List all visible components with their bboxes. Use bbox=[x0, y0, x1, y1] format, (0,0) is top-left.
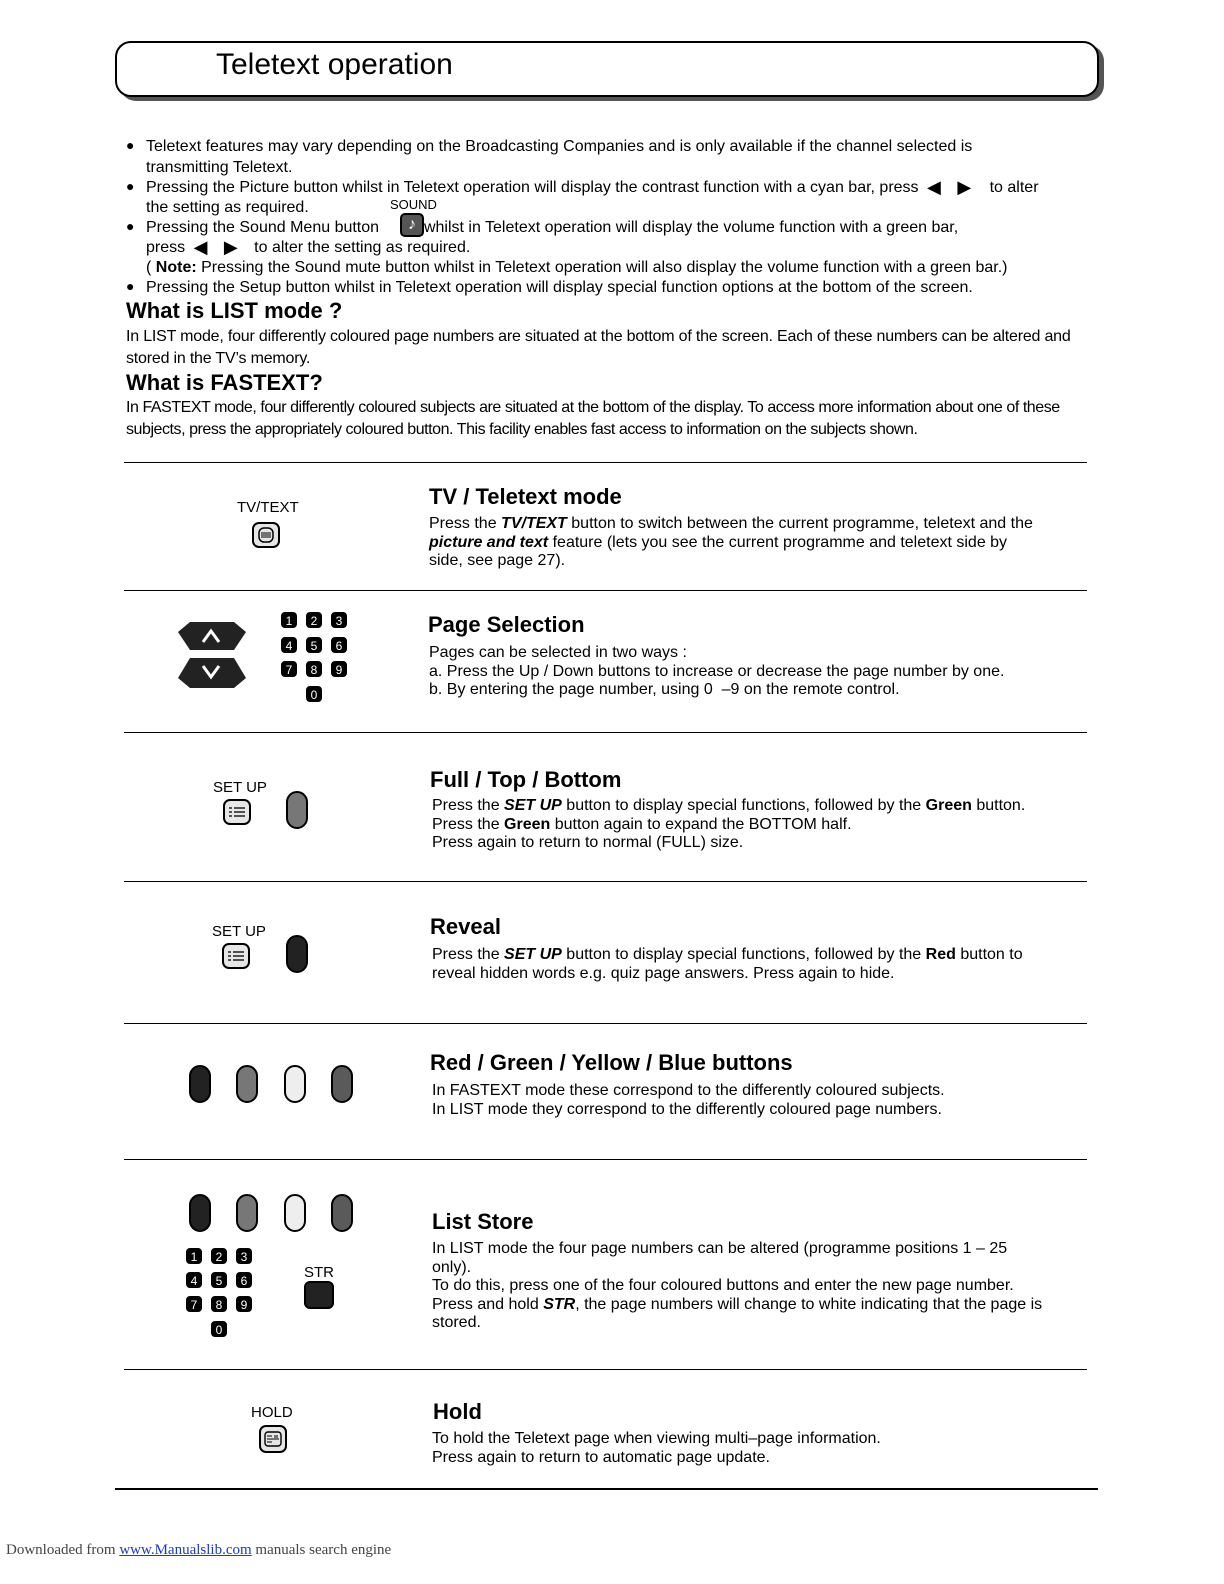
store-button-icon bbox=[304, 1281, 334, 1309]
green-button-icon bbox=[236, 1194, 258, 1232]
blue-button-icon bbox=[331, 1065, 353, 1103]
store-line-2: only). bbox=[432, 1258, 472, 1276]
page-title: Teletext operation bbox=[216, 48, 453, 81]
footer bbox=[6, 1542, 391, 1559]
right-arrow-icon: ▶ bbox=[223, 237, 238, 257]
colour-line-2: In LIST mode they correspond to the differently coloured page numbers. bbox=[432, 1100, 942, 1118]
bullet-dot: ● bbox=[126, 278, 135, 294]
hold-text bbox=[432, 1430, 1092, 1467]
tv-text-button-icon bbox=[252, 522, 280, 548]
key-5: 5 bbox=[211, 1272, 227, 1288]
sound-menu-button-icon: ♪ bbox=[400, 213, 424, 237]
key-7: 7 bbox=[186, 1296, 202, 1312]
tv-teletext-text bbox=[429, 515, 1089, 571]
up-down-buttons-icon bbox=[176, 620, 248, 690]
footer-prefix: Downloaded from bbox=[6, 1542, 116, 1558]
list-store-title: List Store bbox=[432, 1209, 534, 1234]
full-top-bottom-text bbox=[432, 797, 1092, 853]
bullet-1-line-1: Teletext features may vary depending on the Broadcasting Companies and is only available if the channel selected is bbox=[146, 138, 973, 155]
green-button-icon bbox=[286, 791, 308, 829]
setup-label: SET UP bbox=[212, 923, 266, 940]
rev-b1: reveal hidden words e.g. quiz page answers. Press again to hide. bbox=[432, 964, 895, 982]
key-9: 9 bbox=[236, 1296, 252, 1312]
key-2: 2 bbox=[211, 1248, 227, 1264]
bullet-3-press: press bbox=[146, 239, 186, 256]
reveal-text bbox=[432, 946, 1092, 983]
ftb-setup: SET UP bbox=[504, 797, 562, 814]
bullet-2-line-2: the setting as required. bbox=[146, 199, 309, 216]
note-line bbox=[146, 258, 1008, 278]
red-button-icon bbox=[189, 1065, 211, 1103]
store-l4a: Press and hold bbox=[432, 1295, 539, 1313]
store-line-3: To do this, press one of the four coloured buttons and enter the new page number. bbox=[432, 1277, 1014, 1294]
bullet-3-text: Pressing the Sound Menu button bbox=[146, 219, 380, 236]
divider bbox=[124, 1159, 1087, 1160]
divider bbox=[124, 1369, 1087, 1370]
colour-buttons-title: Red / Green / Yellow / Blue buttons bbox=[430, 1050, 793, 1075]
tv-text-pat: picture and text bbox=[429, 533, 549, 551]
tv-text-label: TV/TEXT bbox=[237, 499, 299, 516]
fastext-text: In FASTEXT mode, four differently coloured subjects are situated at the bottom of the display. To access more information about one of these subjects, press the appropriately coloured button. This facility enables fast access to information on the subjects shown. bbox=[126, 399, 1060, 438]
key-8: 8 bbox=[211, 1296, 227, 1312]
red-button-icon bbox=[286, 935, 308, 973]
hold-title: Hold bbox=[433, 1399, 482, 1424]
sound-label: SOUND bbox=[390, 197, 437, 212]
key-4: 4 bbox=[281, 637, 297, 653]
tv-teletext-title: TV / Teletext mode bbox=[429, 484, 622, 509]
right-arrow-icon: ▶ bbox=[957, 177, 972, 197]
key-3: 3 bbox=[331, 612, 347, 628]
bullet-3-text-b: whilst in Teletext operation will display the volume function with a green bar, bbox=[423, 219, 959, 236]
yellow-button-icon bbox=[284, 1065, 306, 1103]
divider bbox=[124, 590, 1087, 591]
store-l4c: , the page numbers will change to white indicating that the page is bbox=[575, 1295, 1043, 1313]
rev-a1: Press the bbox=[432, 946, 500, 963]
hold-line-1: To hold the Teletext page when viewing multi–page information. bbox=[432, 1430, 881, 1447]
manualslib-link[interactable]: www.Manualslib.com bbox=[119, 1542, 252, 1558]
key-7: 7 bbox=[281, 661, 297, 677]
ftb-a1: Press the bbox=[432, 797, 500, 814]
ftb-c1: Press again to return to normal (FULL) size. bbox=[432, 834, 744, 851]
rev-a3: button to display special functions, followed by the bbox=[566, 946, 922, 963]
ftb-green: Green bbox=[925, 797, 972, 814]
divider bbox=[124, 1023, 1087, 1024]
fastext-heading: What is FASTEXT? bbox=[126, 370, 323, 395]
bottom-rule bbox=[115, 1488, 1098, 1490]
rev-a5: button to bbox=[960, 946, 1023, 963]
key-1: 1 bbox=[186, 1248, 202, 1264]
red-button-icon bbox=[189, 1194, 211, 1232]
bullet-2-line-1 bbox=[146, 178, 1039, 198]
hold-line-2: Press again to return to automatic page update. bbox=[432, 1448, 770, 1466]
key-8: 8 bbox=[306, 661, 322, 677]
rev-red: Red bbox=[925, 946, 956, 963]
reveal-title: Reveal bbox=[430, 914, 501, 939]
yellow-button-icon bbox=[284, 1194, 306, 1232]
bullet-2-suffix: to alter bbox=[989, 179, 1039, 196]
page-sel-line-3: b. By entering the page number, using 0 –9 on the remote control. bbox=[429, 681, 900, 698]
note-open: ( bbox=[146, 259, 152, 276]
full-top-bottom-title: Full / Top / Bottom bbox=[430, 767, 622, 792]
hold-button-icon bbox=[259, 1425, 287, 1453]
store-line-5: stored. bbox=[432, 1314, 481, 1331]
ftb-b1: Press the bbox=[432, 815, 500, 833]
list-mode-heading: What is LIST mode ? bbox=[126, 298, 343, 323]
bullet-dot: ● bbox=[126, 218, 135, 234]
hold-label: HOLD bbox=[251, 1404, 293, 1421]
tv-text-1c: button to switch between the current programme, teletext and the bbox=[571, 515, 1033, 532]
bullet-dot: ● bbox=[126, 137, 135, 153]
key-2: 2 bbox=[306, 612, 322, 628]
tv-text-2c: feature (lets you see the current programme and teletext side by bbox=[552, 533, 1008, 551]
key-3: 3 bbox=[236, 1248, 252, 1264]
store-line-1: In LIST mode the four page numbers can be altered (programme positions 1 – 25 bbox=[432, 1240, 1008, 1257]
key-5: 5 bbox=[306, 637, 322, 653]
bullet-3-line-2 bbox=[146, 238, 470, 258]
tv-text-bold: TV/TEXT bbox=[501, 515, 567, 532]
tv-text-3: side, see page 27). bbox=[429, 552, 566, 569]
ftb-green-2: Green bbox=[504, 815, 551, 833]
bullet-3-suffix: to alter the setting as required. bbox=[254, 239, 471, 256]
colour-line-1: In FASTEXT mode these correspond to the differently coloured subjects. bbox=[432, 1082, 945, 1099]
page-selection-text bbox=[429, 644, 1089, 700]
divider bbox=[124, 462, 1087, 463]
key-1: 1 bbox=[281, 612, 297, 628]
page-sel-line-1: Pages can be selected in two ways : bbox=[429, 644, 687, 661]
key-9: 9 bbox=[331, 661, 347, 677]
key-4: 4 bbox=[186, 1272, 202, 1288]
key-0: 0 bbox=[306, 686, 322, 702]
page-selection-title: Page Selection bbox=[428, 612, 585, 637]
page-sel-line-2: a. Press the Up / Down buttons to increase or decrease the page number by one. bbox=[429, 662, 1005, 680]
divider bbox=[124, 732, 1087, 733]
setup-button-icon bbox=[222, 943, 250, 969]
list-mode-text: In LIST mode, four differently coloured page numbers are situated at the bottom of the screen. Each of these numbers can be altered and stored in the TV’s memory. bbox=[126, 328, 1071, 367]
ftb-b3: button again to expand the BOTTOM half. bbox=[554, 815, 852, 833]
store-str: STR bbox=[543, 1295, 576, 1313]
bullet-1-line-2: transmitting Teletext. bbox=[146, 159, 293, 176]
footer-suffix: manuals search engine bbox=[255, 1542, 392, 1558]
note-text: Pressing the Sound mute button whilst in Teletext operation will also display the volume function with a green bar.) bbox=[201, 259, 1008, 276]
left-arrow-icon: ◀ bbox=[193, 237, 208, 257]
bullet-2-text: Pressing the Picture button whilst in Teletext operation will display the contrast function with a cyan bar, press bbox=[146, 179, 919, 196]
tv-text-1: Press the bbox=[429, 515, 497, 532]
note-label: Note: bbox=[155, 259, 197, 276]
str-label: STR bbox=[304, 1264, 334, 1281]
bullet-4: Pressing the Setup button whilst in Teletext operation will display special function options at the bottom of the screen. bbox=[146, 279, 973, 296]
setup-label: SET UP bbox=[213, 779, 267, 796]
ftb-a3: button to display special functions, followed by the bbox=[566, 797, 922, 814]
rev-setup: SET UP bbox=[504, 946, 562, 963]
list-store-text bbox=[432, 1240, 1092, 1333]
key-0: 0 bbox=[211, 1321, 227, 1337]
ftb-a5: button. bbox=[976, 797, 1026, 814]
bullet-3-line-1 bbox=[146, 218, 958, 238]
blue-button-icon bbox=[331, 1194, 353, 1232]
bullet-dot: ● bbox=[126, 178, 135, 194]
colour-buttons-text bbox=[432, 1082, 1092, 1119]
key-6: 6 bbox=[236, 1272, 252, 1288]
divider bbox=[124, 881, 1087, 882]
setup-button-icon bbox=[223, 799, 251, 825]
left-arrow-icon: ◀ bbox=[927, 177, 941, 197]
green-button-icon bbox=[236, 1065, 258, 1103]
key-6: 6 bbox=[331, 637, 347, 653]
